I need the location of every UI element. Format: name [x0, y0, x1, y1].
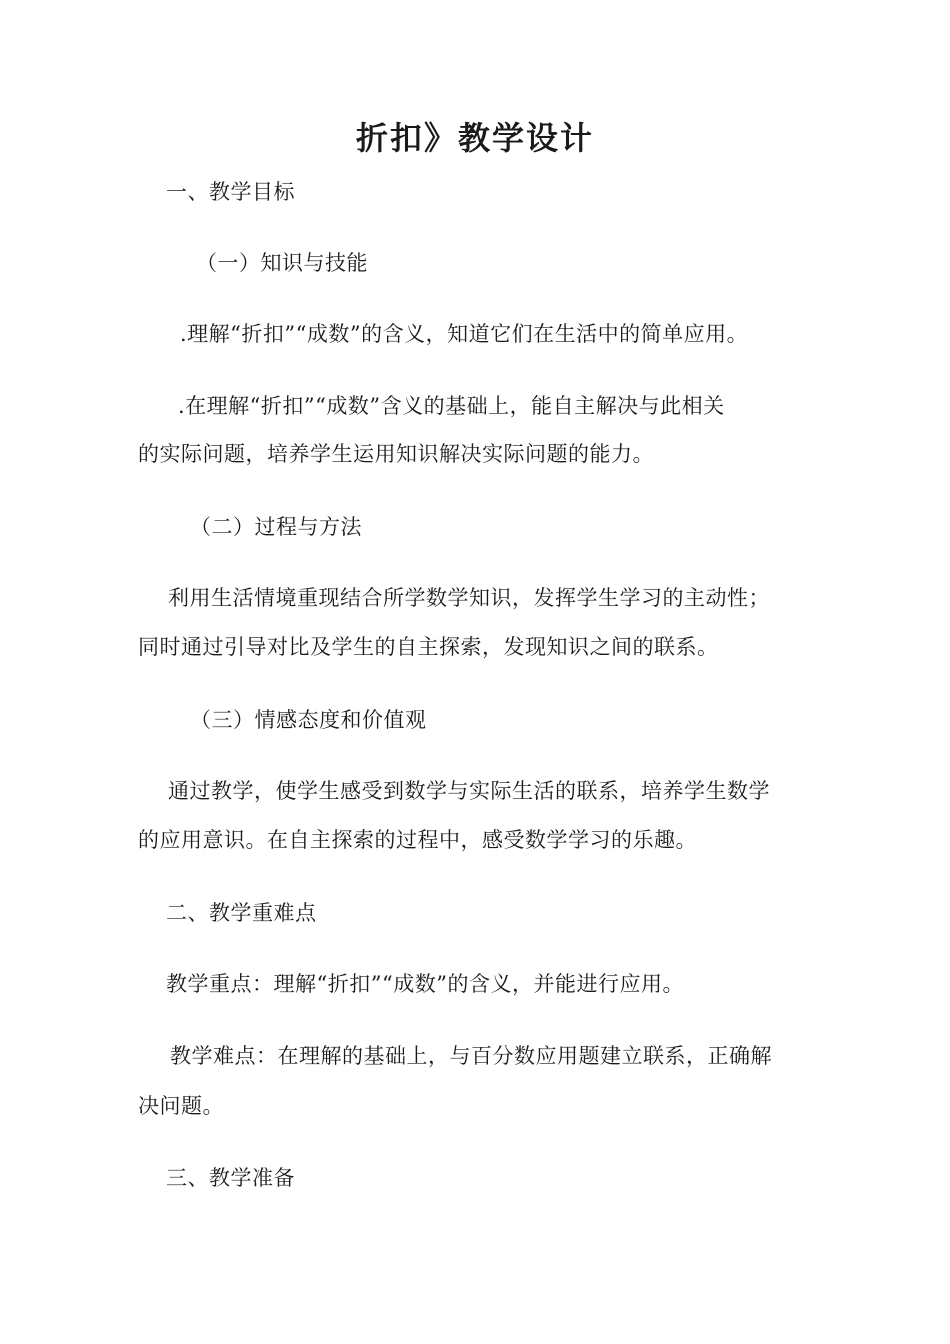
- objective-item-2-line-1: .在理解“折扣”“成数”含义的基础上，能自主解决与此相关: [178, 394, 725, 418]
- subsection-heading-process: （二）过程与方法: [190, 515, 362, 539]
- attitude-paragraph-line-2: 的应用意识。在自主探索的过程中，感受数学学习的乐趣。: [138, 828, 697, 852]
- process-paragraph-line-2: 同时通过引导对比及学生的自主探索，发现知识之间的联系。: [138, 635, 719, 659]
- key-point-text: 教学重点：理解“折扣”“成数”的含义，并能进行应用。: [166, 972, 684, 996]
- section-heading-objectives: 一、教学目标: [166, 180, 295, 204]
- section-heading-preparation: 三、教学准备: [166, 1166, 295, 1190]
- difficult-point-line-1: 教学难点：在理解的基础上，与百分数应用题建立联系，正确解: [170, 1044, 772, 1068]
- objective-item-2-line-2: 的实际问题，培养学生运用知识解决实际问题的能力。: [138, 442, 654, 466]
- difficult-point-line-2: 决问题。: [138, 1094, 224, 1118]
- document-title: 折扣》教学设计: [355, 119, 594, 157]
- subsection-heading-knowledge: （一）知识与技能: [196, 251, 368, 275]
- attitude-paragraph-line-1: 通过教学，使学生感受到数学与实际生活的联系，培养学生数学: [168, 779, 770, 803]
- process-paragraph-line-1: 利用生活情境重现结合所学数学知识，发挥学生学习的主动性；: [168, 586, 770, 610]
- section-heading-key-points: 二、教学重难点: [166, 901, 317, 925]
- subsection-heading-attitude: （三）情感态度和价值观: [190, 708, 427, 732]
- objective-item-1: .理解“折扣”“成数”的含义，知道它们在生活中的简单应用。: [180, 322, 749, 346]
